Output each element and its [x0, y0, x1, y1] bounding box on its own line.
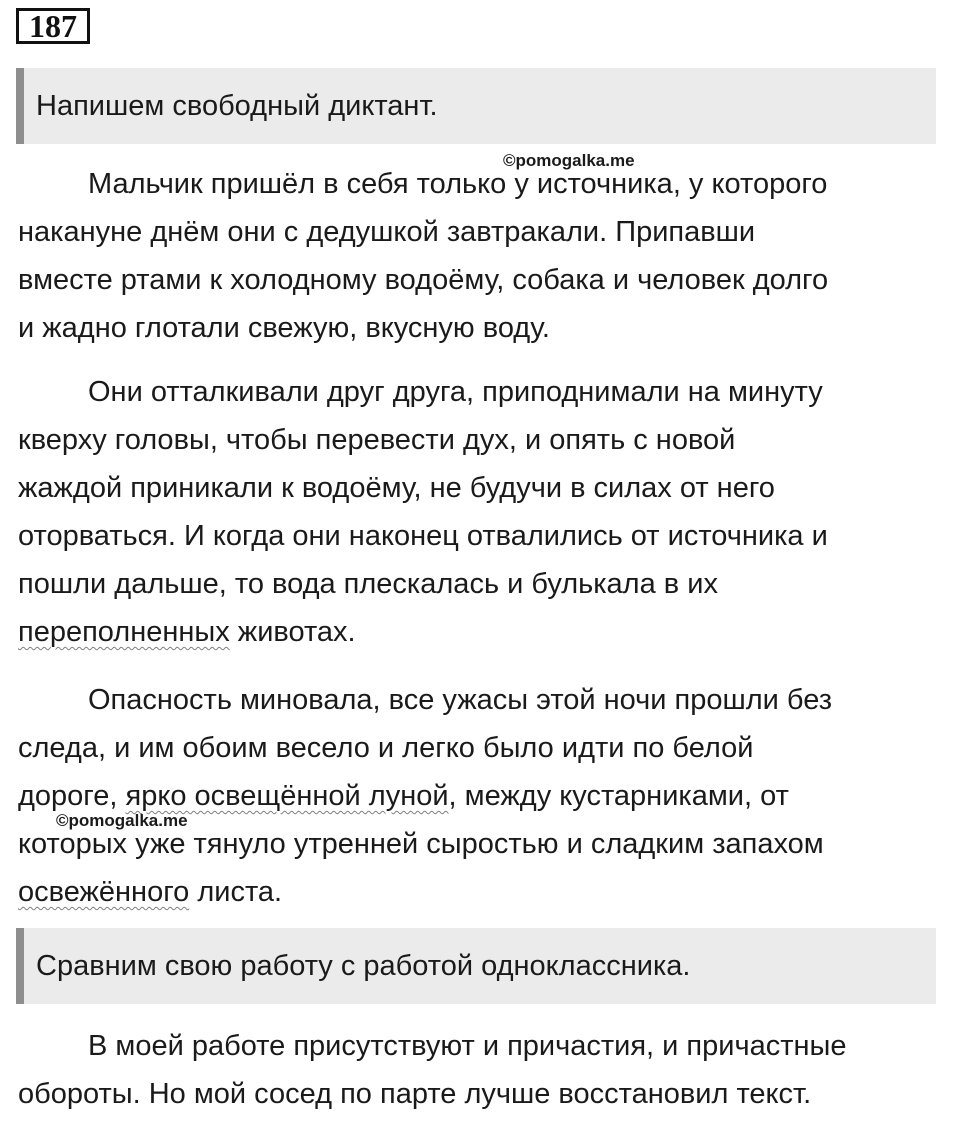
text-line: которых уже тянуло утренней сыростью и сладким запахом — [18, 828, 824, 860]
text-line: и жадно глотали свежую, вкусную воду. — [18, 312, 550, 344]
paragraph-3 — [18, 676, 948, 916]
underlined-participial-phrase: ярко освещённой луной — [125, 780, 449, 812]
text-line: пошли дальше, то вода плескалась и булькала в их — [18, 568, 718, 600]
text-line: обороты. Но мой сосед по парте лучше восстановил текст. — [18, 1078, 812, 1110]
text-line: вместе ртами к холодному водоёму, собака и человек долго — [18, 264, 829, 296]
text-fragment: дороге, — [18, 780, 126, 812]
text-line: Опасность миновала, все ужасы этой ночи прошли без — [88, 684, 833, 716]
text-line: В моей работе присутствуют и причастия, и причастные — [88, 1030, 847, 1062]
text-line — [18, 868, 948, 916]
text-fragment: листа. — [189, 876, 283, 908]
text-line: следа, и им обоим весело и легко было идти по белой — [18, 732, 754, 764]
watermark: ©pomogalka.me — [56, 811, 188, 830]
text-line: оторваться. И когда они наконец отвалились от источника и — [18, 520, 828, 552]
section-heading-dictation: Напишем свободный диктант. — [16, 68, 936, 144]
section-heading-compare: Сравним свою работу с работой одноклассника. — [16, 928, 936, 1004]
paragraph-2 — [18, 368, 948, 656]
watermark: ©pomogalka.me — [503, 151, 635, 170]
paragraph-4 — [18, 1022, 948, 1118]
text-fragment: , между кустарниками, от — [448, 780, 789, 812]
underlined-participle: освежённого — [18, 876, 190, 908]
text-line: жаждой приникали к водоёму, не будучи в силах от него — [18, 472, 775, 504]
task-number: 187 — [16, 8, 90, 44]
text-line: Мальчик пришёл в себя только у источника, у которого — [88, 168, 828, 200]
text-line: Они отталкивали друг друга, приподнимали на минуту — [88, 376, 823, 408]
underlined-participle: переполненных — [18, 616, 230, 648]
paragraph-1 — [18, 160, 948, 352]
text-fragment: животах. — [229, 616, 356, 648]
text-line: кверху головы, чтобы перевести дух, и опять с новой — [18, 424, 736, 456]
text-line: накануне днём они с дедушкой завтракали. Припавши — [18, 216, 756, 248]
text-line — [18, 608, 948, 656]
